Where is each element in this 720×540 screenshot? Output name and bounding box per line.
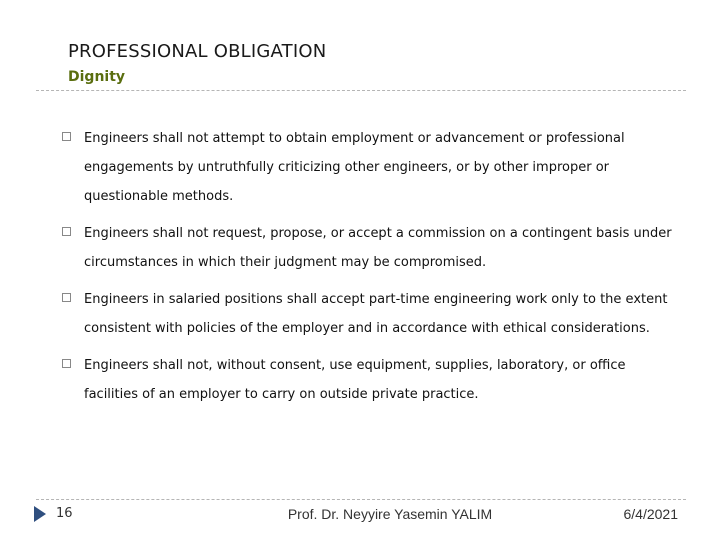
triangle-arrow-icon [34,506,46,522]
bullet-item [62,351,682,409]
bullet-text: Engineers shall not attempt to obtain employment or advancement or professional engagements by untruthfully criticizing other engineers, or by other improper or questionable methods. [84,131,625,204]
bullet-item [62,285,682,343]
bullet-text: Engineers in salaried positions shall accept part-time engineering work only to the extent consistent with policies of the employer and in accordance with ethical considerations. [84,292,668,336]
header-divider [36,90,686,91]
slide-subtitle: Dignity [68,69,126,85]
bullet-text: Engineers shall not, without consent, use equipment, supplies, laboratory, or office facilities of an employer to carry on outside private practice. [84,358,626,402]
square-bullet-icon [62,227,71,236]
slide-title: PROFESSIONAL OBLIGATION [68,41,327,62]
page-number: 16 [56,506,73,521]
footer-divider [36,499,686,500]
square-bullet-icon [62,132,71,141]
bullet-text: Engineers shall not request, propose, or accept a commission on a contingent basis under circumstances in which their judgment may be compromised. [84,226,672,270]
bullet-item [62,219,682,277]
square-bullet-icon [62,359,71,368]
footer-date: 6/4/2021 [623,506,678,522]
bullet-list [62,124,682,417]
square-bullet-icon [62,293,71,302]
footer-author: Prof. Dr. Neyyire Yasemin YALIM [287,506,493,522]
bullet-item [62,124,682,211]
